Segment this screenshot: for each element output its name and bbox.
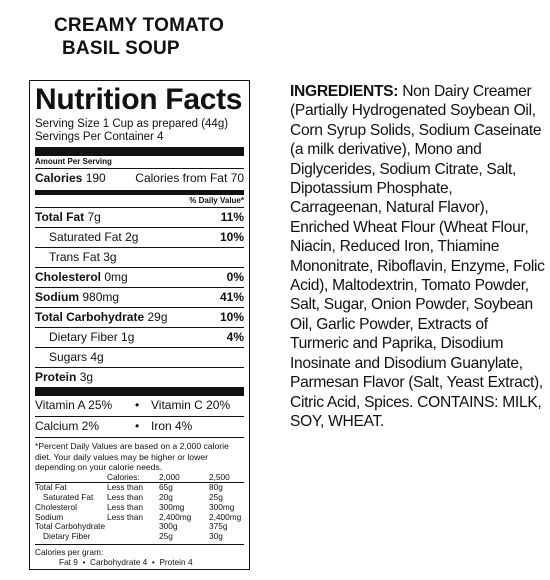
daily-value-table-cell: 300g (159, 521, 178, 532)
nutrient-amount: 1g (121, 330, 135, 344)
calories-from-fat: Calories from Fat 70 (135, 171, 244, 185)
servings-per-container: Servings Per Container 4 (35, 131, 164, 143)
calories-row (35, 168, 244, 188)
daily-value-table-cell: Saturated Fat (43, 492, 94, 503)
daily-value-table-cell: Sodium (35, 511, 64, 522)
nutrition-facts-heading: Nutrition Facts (35, 83, 243, 116)
calories-per-gram-label: Calories per gram: (35, 547, 104, 558)
calories-per-gram (35, 544, 244, 567)
nutrient-name-amount (35, 208, 101, 227)
nutrient-amount: 4g (90, 350, 104, 364)
daily-value-table-cell: 65g (159, 482, 173, 493)
daily-value-table-cell: Cholesterol (35, 501, 77, 512)
daily-value-table-cell (107, 522, 159, 532)
product-title-line1: CREAMY TOMATO (54, 15, 225, 36)
daily-value-table-cell: Less than (107, 511, 143, 522)
nutrient-name: Protein (35, 370, 77, 384)
daily-value-table-cell: 375g (209, 521, 228, 532)
nutrient-row (35, 347, 244, 367)
product-title-line2: BASIL SOUP (62, 38, 180, 59)
ingredients-label: INGREDIENTS: (290, 83, 399, 100)
nutrient-row (35, 227, 244, 247)
nutrient-name: Total Fat (35, 210, 85, 224)
daily-value-table-cell: Total Fat (35, 482, 67, 493)
daily-value-table-cell (107, 532, 159, 542)
nutrient-amount: 0mg (104, 270, 128, 284)
daily-value-table-cell: 30g (209, 531, 223, 542)
daily-value-table-cell: 20g (159, 492, 173, 503)
daily-value-footnote: *Percent Daily Values are based on a 2,000 calorie diet. Your daily values may be higher or lower depending on your calorie needs. (35, 441, 229, 472)
calories-label: Calories (35, 171, 83, 185)
daily-value-table-cell: Less than (107, 501, 143, 512)
nutrient-name-amount (35, 368, 93, 387)
nutrition-facts-label (29, 80, 250, 570)
daily-value-table-cell: Less than (107, 492, 143, 503)
daily-value-table-cell (35, 473, 107, 483)
bullet: • (135, 398, 140, 412)
daily-value-table-row (35, 532, 244, 542)
daily-value-table (35, 473, 244, 543)
calcium: Calcium 2% (35, 419, 100, 433)
vitamin-row-1 (35, 396, 244, 416)
thick-divider-2 (35, 387, 244, 396)
product-title (54, 14, 224, 60)
thick-divider (35, 147, 244, 156)
amount-per-serving: Amount Per Serving (35, 157, 112, 166)
vitamin-c: Vitamin C 20% (151, 398, 231, 412)
nutrient-row (35, 307, 244, 327)
daily-value-header: % Daily Value* (189, 196, 244, 205)
nutrient-row (35, 207, 244, 227)
daily-value-table-cell: 300mg (159, 501, 185, 512)
nutrient-name: Cholesterol (35, 270, 102, 284)
calories-value: 190 (85, 171, 106, 185)
nutrient-amount: 29g (147, 310, 168, 324)
nutrient-name-amount (49, 348, 104, 367)
daily-value-table-cell: 80g (209, 482, 223, 493)
nutrient-row (35, 287, 244, 307)
nutrient-name: Sugars (49, 350, 88, 364)
nutrient-name: Saturated Fat (49, 230, 122, 244)
nutrient-row (35, 247, 244, 267)
nutrient-name: Trans Fat (49, 250, 100, 264)
nutrient-name-amount (35, 308, 168, 327)
nutrient-amount: 3g (79, 370, 94, 384)
daily-value-table-cell: 2,400mg (209, 511, 242, 522)
nutrient-daily-value: 0% (226, 270, 244, 284)
daily-value-table-cell: 300mg (209, 501, 235, 512)
daily-value-table-cell: 25g (209, 492, 223, 503)
daily-value-table-cell: 25g (159, 531, 173, 542)
daily-value-table-cell: Calories: (107, 473, 159, 483)
nutrient-daily-value: 10% (219, 230, 244, 244)
bullet: • (135, 419, 140, 433)
calories-per-gram-values: Fat 9 • Carbohydrate 4 • Protein 4 (59, 557, 193, 568)
vitamin-a: Vitamin A 25% (35, 398, 113, 412)
nutrient-list (35, 207, 244, 387)
nutrient-daily-value: 11% (220, 210, 244, 224)
nutrient-row (35, 327, 244, 347)
nutrient-amount: 3g (103, 250, 117, 264)
nutrient-name-amount (35, 288, 119, 307)
daily-value-table-cell: 2,500 (209, 473, 244, 483)
vitamin-row-2 (35, 416, 244, 437)
nutrient-amount: 2g (125, 230, 139, 244)
daily-value-table-cell: Dietary Fiber (43, 531, 91, 542)
daily-value-table-cell: Total Carbohydrate (35, 521, 106, 532)
serving-size: Serving Size 1 Cup as prepared (44g) (35, 118, 229, 130)
nutrient-name-amount (49, 248, 117, 267)
nutrient-row (35, 367, 244, 387)
nutrient-daily-value: 10% (219, 310, 244, 324)
nutrient-row (35, 267, 244, 287)
nutrient-name-amount (49, 228, 138, 247)
nutrient-name-amount (35, 268, 128, 287)
daily-value-table-cell: 2,000 (159, 473, 209, 483)
ingredients-text: Non Dairy Creamer (Partially Hydrogenated Soybean Oil, Corn Syrup Solids, Sodium Caseinate (a milk derivative), Mono and Diglycerides, Sodium Citrate, Salt, Dipotassium Phosphate, Carrageenan, Natural Flavor), Enriched Wheat Flour (Wheat Flour, Niacin, Reduced Iron, Thiamine Mononitrate, Riboflavin, Enzyme, Folic Acid), Maltodextrin, Tomato Powder, Salt, Sugar, Onion Powder, Soybean Oil, Garlic Powder, Extracts of Turmeric and Paprika, Disodium Inosinate and Disodium Guanylate, Parmesan Flavor (Salt, Yeast Extract), Citric Acid, Spices. CONTAINS: MILK, SOY, WHEAT. (290, 83, 545, 430)
nutrient-name: Sodium (35, 290, 79, 304)
nutrient-name: Total Carbohydrate (35, 310, 145, 324)
daily-value-table-cell: Less than (107, 482, 143, 493)
daily-value-table-cell: 2,400mg (159, 511, 192, 522)
ingredients-panel (290, 82, 545, 431)
nutrient-name: Dietary Fiber (49, 330, 118, 344)
iron: Iron 4% (151, 419, 193, 433)
daily-value-table-header (35, 473, 244, 483)
nutrient-amount: 7g (87, 210, 101, 224)
nutrient-daily-value: 4% (226, 330, 244, 344)
nutrient-name-amount (49, 328, 134, 347)
nutrient-daily-value: 41% (219, 290, 244, 304)
nutrient-amount: 980mg (82, 290, 120, 304)
